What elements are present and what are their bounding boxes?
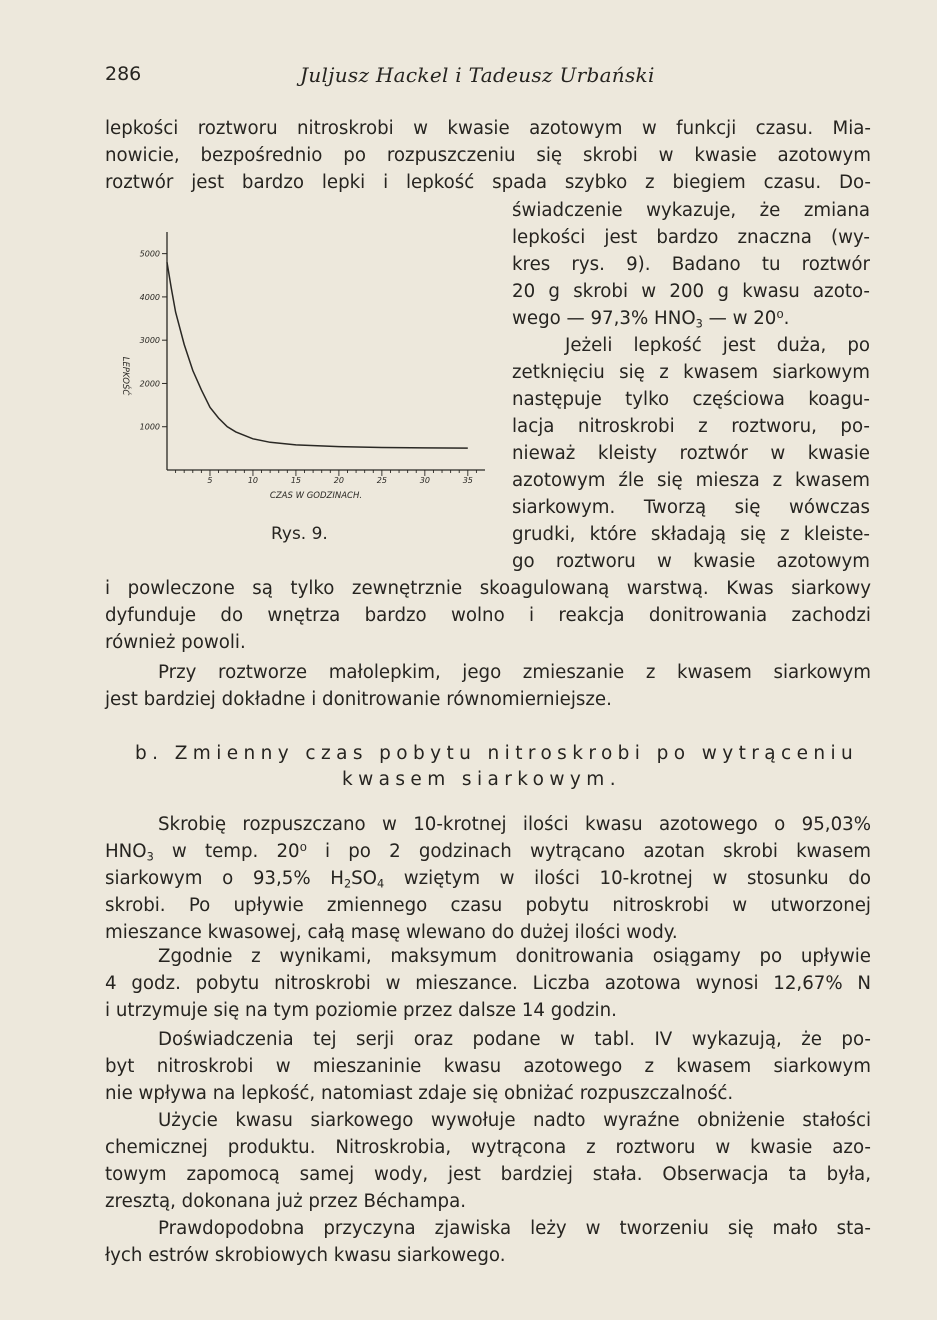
text-line: nowicie, bezpośrednio po rozpuszczeniu się skrobi w kwasie azotowym (105, 145, 871, 166)
text-line: kres rys. 9). Badano tu roztwór (512, 254, 870, 275)
text-line: zetknięciu się z kwasem siarkowym (512, 362, 870, 383)
figure-caption: Rys. 9. (271, 524, 328, 544)
x-tick-label: 35 (462, 476, 473, 485)
text-line: dyfunduje do wnętrza bardzo wolno i reakcja donitrowania zachodzi (105, 605, 871, 626)
formula-suffix: — w 20⁰. (702, 308, 790, 329)
page-number: 286 (105, 63, 142, 85)
formula-prefix: wego — 97,3% HNO (512, 308, 696, 329)
formula-part: HNO (105, 841, 147, 862)
text-line: grudki, które składają się z kleiste- (512, 524, 870, 545)
text-line: i utrzymuje się na tym poziomie przez dalsze 14 godzin. (105, 1000, 617, 1021)
text-line: łych estrów skrobiowych kwasu siarkowego. (105, 1245, 506, 1266)
text-line: świadczenie wykazuje, że zmiana (512, 200, 870, 221)
x-tick-label: 30 (419, 476, 430, 485)
text-line: chemicznej produktu. Nitroskrobia, wytrącona z roztworu w kwasie azo- (105, 1137, 871, 1158)
x-tick-label: 10 (247, 476, 259, 485)
y-tick-label: 2000 (139, 379, 160, 389)
text-line: Przy roztworze małolepkim, jego zmieszanie z kwasem siarkowym (158, 662, 871, 683)
text-line: również powoli. (105, 632, 246, 653)
y-tick-label: 5000 (139, 249, 160, 259)
series-line (167, 262, 468, 448)
text-line: siarkowym. Tworzą się wówczas (512, 497, 870, 518)
text-line: azotowym źle się miesza z kwasem (512, 470, 870, 491)
text-line: Skrobię rozpuszczano w 10-krotnej ilości kwasu azotowego o 95,03% (158, 814, 871, 835)
text-line: towym zapomocą samej wody, jest bardziej stała. Obserwacja ta była, (105, 1164, 871, 1185)
viscosity-chart (95, 222, 495, 552)
x-axis-label: CZAS W GODZINACH. (269, 491, 363, 501)
x-tick-label: 20 (333, 476, 344, 485)
text-line: roztwór jest bardzo lepki i lepkość spada szybko z biegiem czasu. Do- (105, 172, 871, 193)
y-tick-label: 1000 (139, 422, 160, 432)
figure-viscosity-chart (95, 222, 495, 552)
text-line: następuje tylko częściowa koagu- (512, 389, 870, 410)
formula-subscript: 3 (146, 850, 154, 864)
x-tick-label: 5 (207, 476, 213, 485)
y-tick-label: 4000 (139, 292, 160, 302)
formula-part: siarkowym o 93,5% H (105, 868, 344, 889)
text-line: zresztą, dokonana już przez Béchampa. (105, 1191, 467, 1212)
text-line: 20 g skrobi w 200 g kwasu azoto- (512, 281, 870, 302)
formula-part: SO (351, 868, 377, 889)
text-line: jest bardziej dokładne i donitrowanie równomierniejsze. (105, 689, 612, 710)
running-header (105, 63, 867, 93)
text-line: Doświadczenia tej serji oraz podane w tabl. IV wykazują, że po- (158, 1029, 871, 1050)
text-line: lepkości roztworu nitroskrobi w kwasie azotowym w funkcji czasu. Mia- (105, 118, 871, 139)
y-axis-label: LEPKOŚĆ (120, 356, 130, 396)
text-line: nieważ kleisty roztwór w kwasie (512, 443, 870, 464)
formula-subscript: 4 (376, 877, 385, 891)
text-line: lacja nitroskrobi z roztworu, po- (512, 416, 870, 437)
text-line: byt nitroskrobi w mieszaninie kwasu azotowego z kwasem siarkowym (105, 1056, 871, 1077)
text-line: lepkości jest bardzo znaczna (wy- (512, 227, 870, 248)
text-line: go roztworu w kwasie azotowym (512, 551, 870, 572)
text-line: 4 godz. pobytu nitroskrobi w mieszance. Liczba azotowa wynosi 12,67% N (105, 973, 871, 994)
y-tick-label: 3000 (139, 336, 160, 346)
x-tick-label: 15 (290, 476, 302, 485)
text-line: i powleczone są tylko zewnętrznie skoagulowaną warstwą. Kwas siarkowy (105, 578, 871, 599)
text-line: nie wpływa na lepkość, natomiast zdaje się obniżać rozpuszczalność. (105, 1083, 734, 1104)
formula-part: wziętym w ilości 10-krotnej w stosunku do (384, 868, 871, 889)
formula-subscript: 2 (343, 877, 352, 891)
text-line: Prawdopodobna przyczyna zjawiska leży w tworzeniu się mało sta- (158, 1218, 871, 1239)
x-tick-label: 25 (376, 476, 387, 485)
running-title: Juljusz Hackel i Tadeusz Urbański (300, 63, 655, 87)
text-line: Zgodnie z wynikami, maksymum donitrowania osiągamy po upływie (158, 946, 871, 967)
section-heading: b. Zmienny czas pobytu nitroskrobi po wytrąceniu (135, 743, 859, 764)
text-line: Jeżeli lepkość jest duża, po (565, 335, 870, 356)
text-line: skrobi. Po upływie zmiennego czasu pobytu nitroskrobi w utworzonej (105, 895, 871, 916)
formula-subscript: 3 (695, 317, 703, 331)
formula-part: w temp. 20⁰ i po 2 godzinach wytrącano azotan skrobi kwasem (153, 841, 871, 862)
section-heading-cont: kwasem siarkowym. (342, 769, 621, 790)
text-line: mieszance kwasowej, całą masę wlewano do dużej ilości wody. (105, 922, 678, 943)
text-line: Użycie kwasu siarkowego wywołuje nadto wyraźne obniżenie stałości (158, 1110, 871, 1131)
